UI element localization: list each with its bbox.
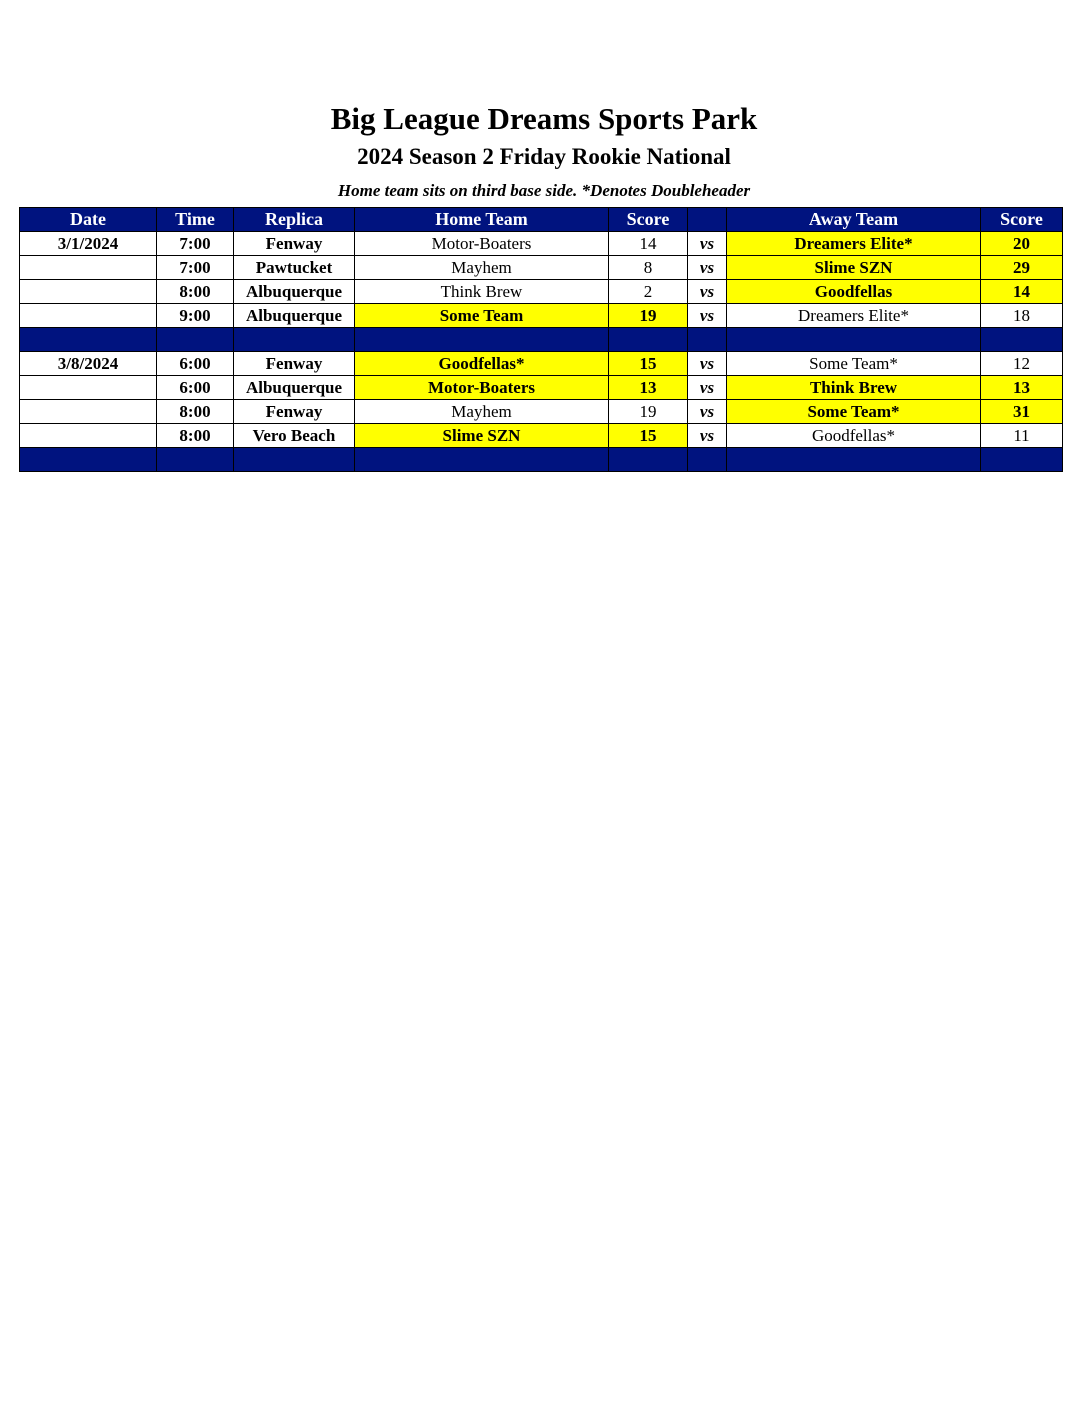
game-time: 7:00 [157,232,234,256]
game-row [20,256,1063,280]
away-team: Slime SZN [727,256,981,280]
game-row [20,400,1063,424]
game-row [20,280,1063,304]
away-score: 31 [981,400,1063,424]
game-date [20,256,157,280]
game-replica: Albuquerque [234,304,355,328]
game-replica: Albuquerque [234,280,355,304]
away-team: Some Team* [727,352,981,376]
vs-label: vs [688,400,727,424]
game-time: 8:00 [157,280,234,304]
home-team: Slime SZN [355,424,609,448]
home-team: Motor-Boaters [355,232,609,256]
game-time: 9:00 [157,304,234,328]
header-time: Time [157,208,234,232]
away-score: 11 [981,424,1063,448]
away-team: Goodfellas* [727,424,981,448]
game-date [20,400,157,424]
game-replica: Fenway [234,232,355,256]
home-score: 15 [609,352,688,376]
game-time: 6:00 [157,352,234,376]
header-home-score: Score [609,208,688,232]
game-date [20,424,157,448]
away-team: Some Team* [727,400,981,424]
game-date [20,376,157,400]
game-date [20,304,157,328]
vs-label: vs [688,376,727,400]
vs-label: vs [688,280,727,304]
header-vs [688,208,727,232]
game-row [20,304,1063,328]
home-score: 8 [609,256,688,280]
page-subtitle: 2024 Season 2 Friday Rookie National [357,144,731,169]
vs-label: vs [688,232,727,256]
header-away-team: Away Team [727,208,981,232]
game-replica: Fenway [234,352,355,376]
game-date [20,280,157,304]
home-team: Mayhem [355,256,609,280]
home-score: 2 [609,280,688,304]
home-team: Some Team [355,304,609,328]
home-score: 14 [609,232,688,256]
game-replica: Vero Beach [234,424,355,448]
away-score: 29 [981,256,1063,280]
home-score: 19 [609,304,688,328]
away-score: 12 [981,352,1063,376]
game-time: 8:00 [157,424,234,448]
home-team: Think Brew [355,280,609,304]
header-date: Date [20,208,157,232]
header-replica: Replica [234,208,355,232]
game-row [20,352,1063,376]
game-replica: Pawtucket [234,256,355,280]
game-replica: Fenway [234,400,355,424]
game-date: 3/8/2024 [20,352,157,376]
week-separator-row [20,448,1063,472]
home-team: Mayhem [355,400,609,424]
game-date: 3/1/2024 [20,232,157,256]
away-team: Dreamers Elite* [727,304,981,328]
game-time: 6:00 [157,376,234,400]
header-away-score: Score [981,208,1063,232]
home-score: 19 [609,400,688,424]
schedule-note: Home team sits on third base side. *Denotes Doubleheader [337,181,751,200]
home-team: Motor-Boaters [355,376,609,400]
game-row [20,232,1063,256]
schedule-table [19,207,1063,472]
game-replica: Albuquerque [234,376,355,400]
game-row [20,424,1063,448]
game-row [20,376,1063,400]
away-team: Think Brew [727,376,981,400]
header-row [20,208,1063,232]
away-score: 20 [981,232,1063,256]
page-title: Big League Dreams Sports Park [330,101,758,136]
away-team: Dreamers Elite* [727,232,981,256]
away-team: Goodfellas [727,280,981,304]
home-score: 13 [609,376,688,400]
vs-label: vs [688,256,727,280]
away-score: 14 [981,280,1063,304]
header-home-team: Home Team [355,208,609,232]
home-score: 15 [609,424,688,448]
game-time: 7:00 [157,256,234,280]
vs-label: vs [688,352,727,376]
vs-label: vs [688,424,727,448]
vs-label: vs [688,304,727,328]
week-separator-row [20,328,1063,352]
away-score: 18 [981,304,1063,328]
home-team: Goodfellas* [355,352,609,376]
game-time: 8:00 [157,400,234,424]
away-score: 13 [981,376,1063,400]
